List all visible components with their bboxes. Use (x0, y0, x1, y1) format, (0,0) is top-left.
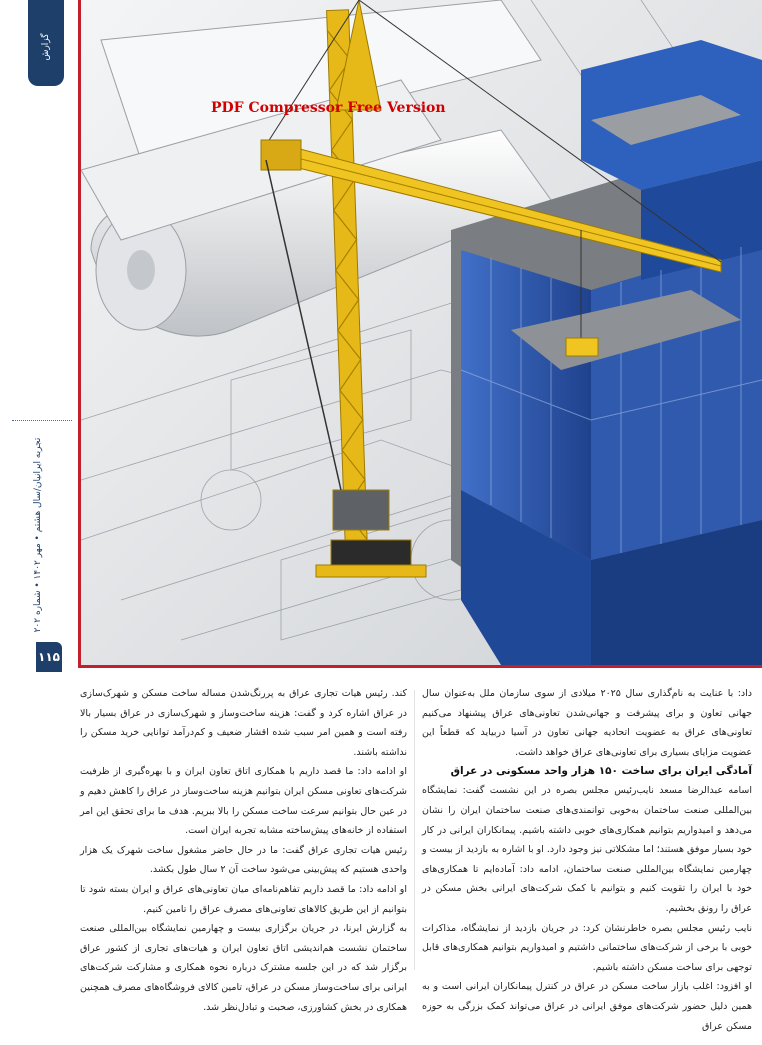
section-tab-label: گزارش (41, 33, 51, 61)
paragraph: او ادامه داد: ما قصد داریم تفاهم‌نامه‌ای میان تعاونی‌های عراق و ایران بسته شود تا بتوانیم از این طریق کالاهای تعاونی‌های مصرف عراق را تامین کنیم. (80, 883, 407, 915)
pdf-watermark: PDF Compressor Free Version (211, 100, 446, 116)
paragraph: داد: با عنایت به نام‌گذاری سال ۲۰۲۵ میلادی از سوی سازمان ملل به‌عنوان سال جهانی تعاون و برای پیشرفت و جهانی‌شدن تعاونی‌های عراق پیشنهاد می‌کنیم تعاونی‌های عراق به عضویت اتحادیه جهانی تعاون در آسیا دربیاید که قطعاً این عضویت مزایای بسیاری برای تعاونی‌های عراق خواهد داشت. (422, 688, 753, 758)
section-tab (28, 0, 64, 86)
page-number: ۱۱۵ (36, 642, 62, 672)
paragraph: نایب رئیس مجلس بصره خاطرنشان کرد: در جریان بازدید از نمایشگاه، مذاکرات خوبی با برخی از شرکت‌های ساختمانی داشتیم و امیدواریم بتوانیم همکاری‌های قابل توجهی برای ساخت مسکن داشته باشیم. (422, 922, 752, 973)
paragraph: کند. رئیس هیات تجاری عراق به پررنگ‌شدن مساله ساخت مسکن و شهرک‌سازی در عراق اشاره کرد و گفت: هزینه ساخت‌وساز و شهرک‌سازی در عراق بسیار بالا رفته است و همین امر سبب شده اقشار ضعیف و کم‌درآمد توانایی خرید مسکن را نداشته باشند. (80, 688, 407, 758)
paragraph: او ادامه داد: ما قصد داریم با همکاری اتاق تعاون ایران و با بهره‌گیری از ظرفیت شرکت‌های تعاونی مسکن ایران بتوانیم هزینه ساخت‌وساز در عراق را کاهش دهیم و در عین حال بتوانیم سرعت ساخت مسکن را بالا ببریم. هدف ما برای تحقق این امر استفاده از خانه‌های پیش‌ساخته مشابه تجربه ایران است. (80, 766, 407, 837)
journal-issue-line (30, 430, 46, 640)
margin-divider (12, 420, 72, 421)
journal-issue-text: تجربه ایرانیان/سال هشتم • مهر ۱۴۰۲ • شماره ۲۰۲ (33, 437, 43, 633)
column-divider (414, 690, 415, 970)
paragraph: او افزود: اغلب بازار ساخت مسکن در عراق در کنترل پیمانکاران ایرانی است و به همین دلیل حضور شرکت‌های موفق ایرانی در عراق می‌تواند کمک بزرگی به حوزه مسکن عراق (422, 981, 752, 1032)
article-left-column (80, 684, 407, 1017)
article-right-column (422, 684, 752, 1036)
section-heading: آمادگی ایران برای ساخت ۱۵۰ هزار واحد مسکونی در عراق (450, 765, 752, 778)
paragraph: رئیس هیات تجاری عراق گفت: ما در حال حاضر مشغول ساخت شهرک یک هزار واحدی هستیم که پیش‌بینی می‌شود ساخت آن ۲ سال طول بکشد. (80, 844, 407, 876)
paragraph: به گزارش ایرنا، در جریان برگزاری بیست و چهارمین نمایشگاه بین‌المللی صنعت ساختمان نشست هم‌اندیشی اتاق تعاون ایران و هیات‌های تجاری از کشور عراق برگزار شد که در این جلسه مشترک درباره نحوه همکاری و مشارکت شرکت‌های ایرانی برای ساخت‌وساز مسکن در عراق، تامین کالای فروشگاه‌های مصرف همچنین همکاری در بخش کشاورزی، صحبت و تبادل‌نظر شد. (80, 923, 407, 1013)
hero-illustration (78, 0, 762, 668)
left-margin (0, 0, 78, 1045)
paragraph: اسامه عبدالرضا مسعد نایب‌رئیس مجلس بصره در این نشست گفت: نمایشگاه بین‌المللی صنعت ساختمان به‌خوبی توانمندی‌های صنعت ساختمان ایران را نشان می‌دهد و امیدواریم بتوانیم همکاری‌های خوبی داشته باشیم. پیمانکاران ایرانی در کار خود بسیار موفق هستند؛ اما مشکلاتی نیز وجود دارد. او با اشاره به بازدید از بیست و چهارمین نمایشگاه بین‌المللی صنعت ساختمان، ادامه داد: آماده‌ایم تا همکاری‌های خود با ایران را تقویت کنیم و بتوانیم با کمک شرکت‌های ایرانی بخش مسکن در عراق را رونق بخشیم. (422, 785, 752, 914)
